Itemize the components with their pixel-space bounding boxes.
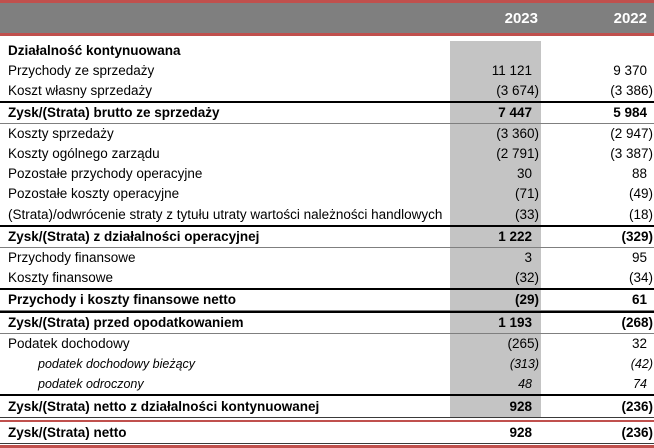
row-label: Koszty ogólnego zarządu [8,146,160,162]
row-label: (Strata)/odwrócenie straty z tytułu utraty wartości należności handlowych [8,206,443,222]
table-row-detail [0,374,654,394]
value-2023: 3 [450,248,541,268]
value-2022: (329) [621,229,653,245]
value-2022: 95 [631,250,647,266]
row-label: Koszt własny sprzedaży [8,83,153,99]
value-2022: (268) [621,315,653,331]
value-2022: (49) [628,186,653,202]
table-row [0,124,654,144]
value-2023: (3 674) [450,81,541,101]
value-2022: (34) [628,270,653,286]
table-row [0,334,654,354]
value-2023 [450,41,541,61]
value-2023: 928 [450,396,541,417]
table-row-section [0,41,654,61]
value-2022: (236) [621,398,653,414]
value-2023: 928 [509,424,532,440]
row-label: Przychody ze sprzedaży [8,63,155,79]
year-column-header-2023: 2023 [504,9,538,27]
row-label: Koszty sprzedaży [8,126,114,142]
value-2023: (265) [450,334,541,354]
table-row-subtotal [0,288,654,311]
value-2023: 1 222 [450,227,541,247]
value-2023: (33) [450,204,541,225]
row-label: Przychody finansowe [8,250,136,266]
value-2023: 7 447 [450,103,541,123]
table-row [0,268,654,288]
table-row-subtotal [0,394,654,418]
value-2023: (29) [450,290,541,310]
row-label: Pozostałe koszty operacyjne [8,186,180,202]
row-label: Zysk/(Strata) netto [8,424,127,440]
value-2022: 74 [633,376,647,391]
row-label: Działalność kontynuowana [8,43,181,59]
table-row-subtotal [0,225,654,248]
value-2022: 88 [631,166,647,182]
value-2022: 5 984 [613,105,647,121]
red-rule-bottom [0,443,654,448]
value-2022: (236) [621,424,653,440]
table-row [0,144,654,164]
value-2023: 11 121 [450,61,541,81]
table-header [0,3,654,33]
value-2023: (313) [450,354,541,374]
value-2022: 9 370 [613,63,647,79]
table-row [0,184,654,204]
value-2022: (2 947) [610,126,653,142]
value-2022: (42) [630,356,653,371]
value-2022 [541,41,654,61]
value-2022: (3 386) [610,83,653,99]
value-2023: 30 [450,164,541,184]
row-label: Zysk/(Strata) netto z działalności kontynuowanej [8,398,320,414]
table-row [0,164,654,184]
value-2022: 32 [631,336,647,352]
year-column-header-2022: 2022 [613,9,647,27]
row-label: Koszty finansowe [8,270,114,286]
table-row [0,61,654,81]
value-2022: 61 [631,292,647,308]
row-label: podatek odroczony [38,376,144,391]
value-2023: (2 791) [450,144,541,164]
row-label: Zysk/(Strata) brutto ze sprzedaży [8,105,220,121]
value-2023: (32) [450,268,541,288]
table-row-net-total [0,422,654,443]
row-label: Zysk/(Strata) z działalności operacyjnej [8,229,260,245]
value-2023: (71) [450,184,541,204]
value-2023: (3 360) [450,124,541,144]
row-label: Pozostałe przychody operacyjne [8,166,203,182]
row-label: Zysk/(Strata) przed opodatkowaniem [8,315,244,331]
table-row-subtotal [0,101,654,124]
table-row-subtotal [0,311,654,334]
table-row [0,248,654,268]
value-2023: 1 193 [450,313,541,333]
value-2023: 48 [450,374,541,394]
row-label: Przychody i koszty finansowe netto [8,292,237,308]
row-label: podatek dochodowy bieżący [38,356,196,371]
value-2022: (18) [628,206,653,222]
table-row-detail [0,354,654,374]
value-2022: (3 387) [610,146,653,162]
table-row [0,204,654,225]
table-row [0,81,654,101]
row-label: Podatek dochodowy [8,336,130,352]
